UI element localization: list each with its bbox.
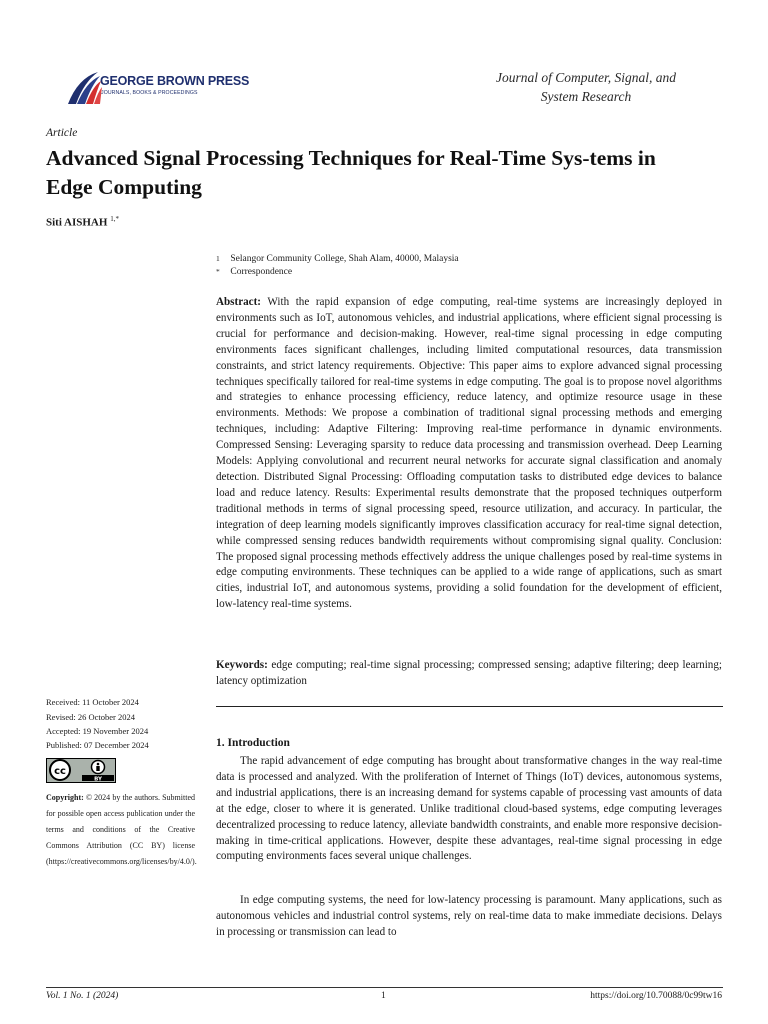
section-divider <box>216 706 723 707</box>
footer-divider <box>46 987 723 988</box>
affiliation-1 <box>216 254 459 264</box>
keywords <box>216 658 722 690</box>
intro-paragraph-2 <box>216 893 722 941</box>
date-published: Published: 07 December 2024 <box>46 740 149 750</box>
affiliation-mark: * <box>216 267 220 276</box>
journal-name <box>466 68 706 106</box>
intro-paragraph-1 <box>216 754 722 865</box>
article-type: Article <box>46 127 78 139</box>
footer-page-number: 1 <box>381 991 386 1001</box>
section-heading-introduction: 1. Introduction <box>216 737 290 749</box>
publisher-name: GEORGE BROWN PRESS <box>100 74 250 88</box>
copyright-notice <box>46 790 195 870</box>
abstract-label: Abstract: <box>216 296 261 308</box>
date-received: Received: 11 October 2024 <box>46 697 139 707</box>
keywords-label: Keywords: <box>216 659 268 671</box>
author-name: Siti AISHAH <box>46 216 108 229</box>
journal-name-line1: Journal of Computer, Signal, and <box>495 70 676 85</box>
publisher-tagline: JOURNALS, BOOKS & PROCEEDINGS <box>101 90 198 96</box>
journal-name-line2: System Research <box>540 89 632 104</box>
article-title: Advanced Signal Processing Techniques for Real-Time Sys-tems in Edge Computing <box>46 146 656 199</box>
footer-volume: Vol. 1 No. 1 (2024) <box>46 991 119 1001</box>
by-label: BY <box>94 776 102 783</box>
copyright-text: © 2024 by the authors. Submitted for possible open access publication under the terms and conditions of the Creative Commons Attribution (CC BY) license (https://creativecommons.org/licenses/by/4.0/). <box>46 793 197 866</box>
cc-icon-text: cc <box>54 766 66 777</box>
abstract-text: With the rapid expansion of edge computing, real-time systems are increasingly deployed in environments such as IoT, autonomous vehicles, and industrial applications, where efficient signal processing is crucial for performance and decision-making. However, real-time signal processing in edge computing environments faces significant challenges, including limited computational resources, data transmission constraints, and strict latency requirements. Objective: This paper aims to explore advanced signal processing techniques specifically tailored for real-time systems in edge computing. The goal is to propose novel algorithms and strategies to enhance processing efficiency, reduce latency, and optimize resource usage in these environments. Methods: We propose a combination of traditional signal processing methods and emerging techniques, including: Adaptive Filtering: Improving real-time performance in dynamic environments. Compressed Sensing: Leveraging sparsity to reduce data processing and transmission overhead. Deep Learning Models: Applying convolutional and recurrent neural networks for accurate signal classification and anomaly detection. Distributed Signal Processing: Offloading computation tasks to distributed edge devices to balance load and reduce latency. Results: Experimental results demonstrate that the proposed techniques outperform traditional methods in terms of signal processing speed, resource utilization, and accuracy. In particular, the integration of deep learning models significantly improves classification accuracy for real-time signal detection, while compressed sensing reduces bandwidth requirements without compromising signal quality. Conclusion: The proposed signal processing methods effectively address the unique challenges posed by real-time systems in edge computing environments. These techniques can be applied to a wide range of applications, such as smart cities, industrial IoT, and autonomous systems, providing a solid foundation for the development of efficient, low-latency real-time systems. <box>216 296 723 611</box>
affiliation-correspondence <box>216 267 292 277</box>
abstract <box>216 295 722 613</box>
affiliation-text: Correspondence <box>230 267 293 277</box>
copyright-label: Copyright: <box>46 793 84 802</box>
author-line <box>46 215 119 229</box>
affiliation-text: Selangor Community College, Shah Alam, 40000, Malaysia <box>230 254 459 264</box>
footer-doi-link[interactable]: https://doi.org/10.70088/0c99tw16 <box>590 991 722 1001</box>
cc-by-license-badge[interactable] <box>46 758 116 783</box>
keywords-text: edge computing; real-time signal processing; compressed sensing; adaptive filtering; deep learning; latency optimization <box>216 659 722 687</box>
author-superscript: 1,* <box>110 215 119 223</box>
paragraph-text: The rapid advancement of edge computing has brought about transformative changes in the way real-time data is processed and analyzed. With the proliferation of Internet of Things (IoT) devices, autonomous systems, and industrial applications, there is an increasing demand for systems capable of processing vast amounts of data at the edge, closer to where it is generated. Unlike traditional cloud-based systems, edge computing leverages decentralized processing to reduce latency, alleviate bandwidth constraints, and enable more responsive decision-making in time-critical applications. However, despite these advantages, real-time signal processing in edge computing environments faces several unique challenges. <box>216 755 722 863</box>
affiliation-mark: 1 <box>216 254 220 263</box>
date-accepted: Accepted: 19 November 2024 <box>46 726 149 736</box>
paragraph-text: In edge computing systems, the need for low-latency processing is paramount. Many applications, such as autonomous vehicles and industrial control systems, rely on real-time data to make immediate decisions. Delays in processing or transmission can lead to <box>216 894 722 938</box>
date-revised: Revised: 26 October 2024 <box>46 712 135 722</box>
